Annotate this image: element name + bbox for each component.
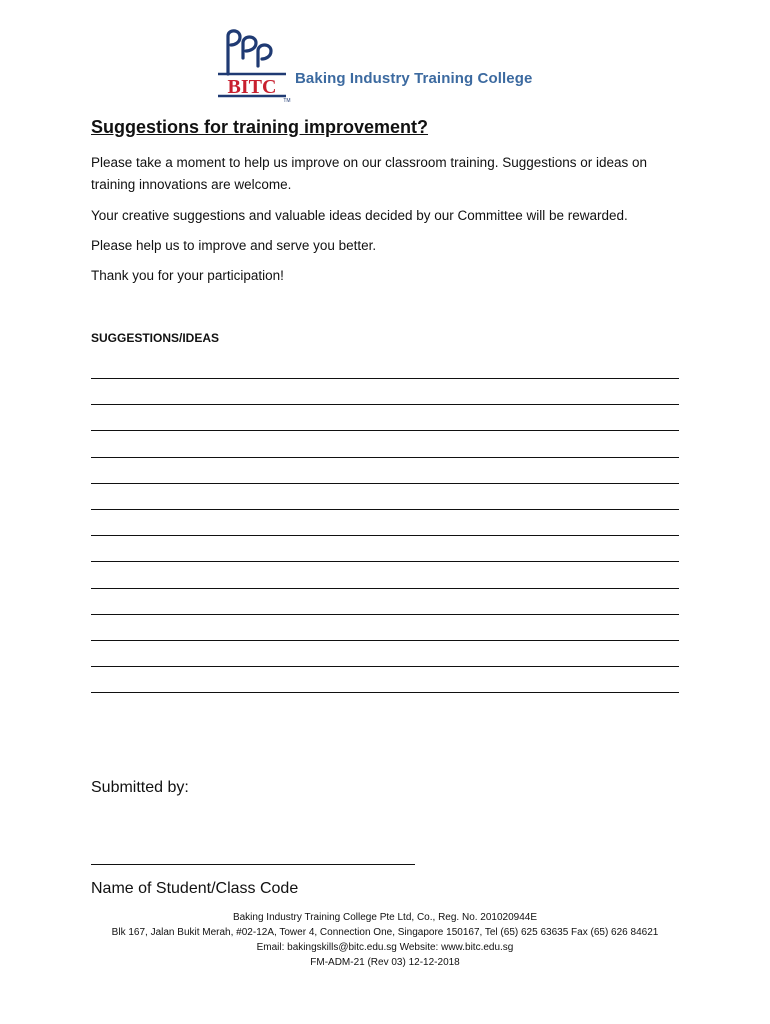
- suggestion-writing-line[interactable]: [91, 535, 679, 536]
- footer-contact: Email: bakingskills@bitc.edu.sg Website: www.bitc.edu.sg: [256, 942, 514, 953]
- suggestion-writing-line[interactable]: [91, 588, 679, 589]
- suggestions-section-label: SUGGESTIONS/IDEAS: [91, 331, 220, 345]
- thanks-paragraph: Thank you for your participation!: [91, 268, 284, 283]
- suggestion-writing-line[interactable]: [91, 483, 679, 484]
- logo-college-name: Baking Industry Training College: [295, 70, 533, 87]
- suggestion-writing-line[interactable]: [91, 692, 679, 693]
- logo-acronym: BITC: [227, 76, 277, 98]
- page-title: Suggestions for training improvement?: [91, 117, 429, 137]
- suggestion-writing-line[interactable]: [91, 404, 679, 405]
- suggestion-writing-line[interactable]: [91, 614, 679, 615]
- suggestion-writing-line[interactable]: [91, 378, 679, 379]
- signature-line[interactable]: [91, 864, 415, 865]
- suggestion-writing-line[interactable]: [91, 666, 679, 667]
- footer-company-registration: Baking Industry Training College Pte Ltd, Co., Reg. No. 201020944E: [232, 912, 538, 923]
- suggestion-writing-line[interactable]: [91, 561, 679, 562]
- suggestion-writing-line[interactable]: [91, 430, 679, 431]
- student-name-class-code-label: Name of Student/Class Code: [91, 880, 299, 897]
- chef-hat-logo-icon: [214, 26, 294, 104]
- reward-paragraph: Your creative suggestions and valuable ideas decided by our Committee will be rewarded.: [91, 208, 628, 223]
- improve-paragraph: Please help us to improve and serve you better.: [91, 238, 377, 253]
- logo-trademark: TM: [283, 98, 291, 104]
- suggestion-writing-line[interactable]: [91, 457, 679, 458]
- suggestion-writing-line[interactable]: [91, 509, 679, 510]
- suggestion-writing-line[interactable]: [91, 640, 679, 641]
- submitted-by-label: Submitted by:: [91, 779, 189, 796]
- footer: [0, 910, 770, 970]
- bitc-logo: [214, 26, 534, 104]
- footer-address: Blk 167, Jalan Bukit Merah, #02-12A, Tower 4, Connection One, Singapore 150167, Tel (65) 625 63635 Fax (65) 626 84621: [111, 927, 659, 938]
- footer-form-code: FM-ADM-21 (Rev 03) 12-12-2018: [310, 957, 460, 968]
- intro-paragraph: Please take a moment to help us improve on our classroom training. Suggestions or ideas on training innovations are welcome.: [91, 155, 648, 192]
